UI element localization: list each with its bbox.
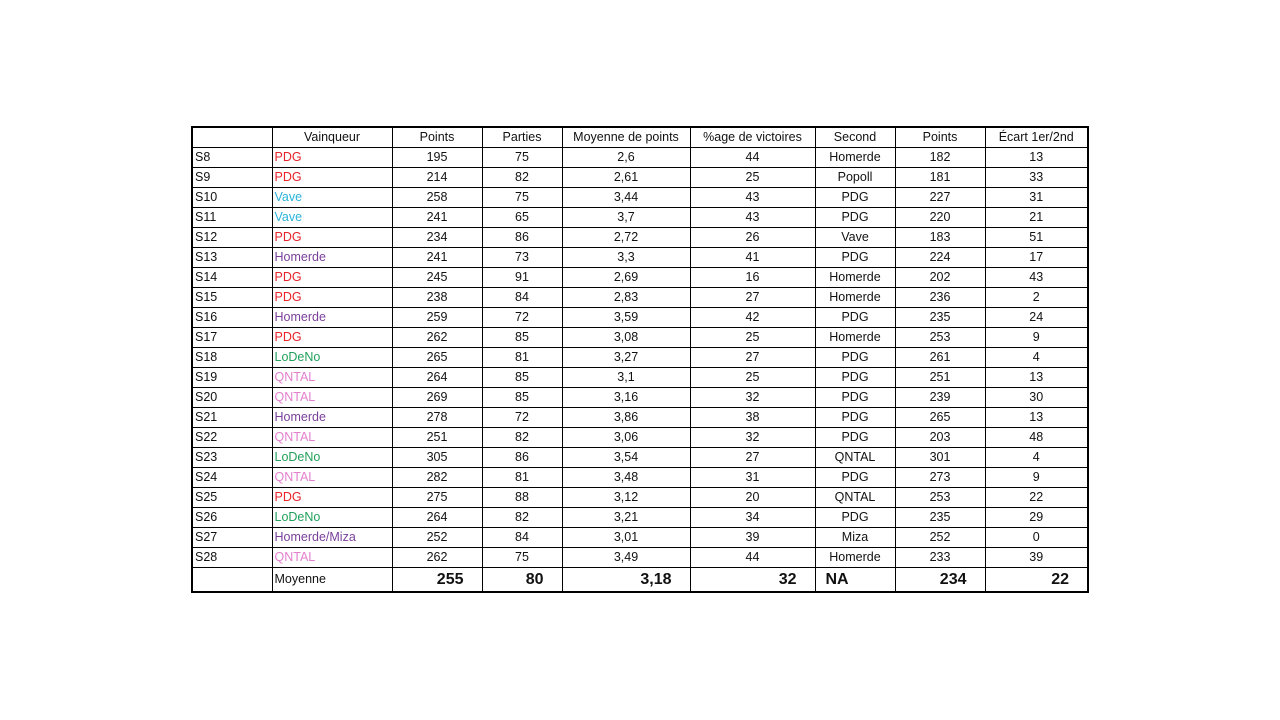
table-row bbox=[192, 468, 1088, 488]
win-pct-cell: 41 bbox=[690, 248, 815, 268]
games-cell: 91 bbox=[482, 268, 562, 288]
second-points-cell: 183 bbox=[895, 228, 985, 248]
gap-cell: 9 bbox=[985, 328, 1088, 348]
games-cell: 65 bbox=[482, 208, 562, 228]
second-points-cell: 301 bbox=[895, 448, 985, 468]
gap-cell: 48 bbox=[985, 428, 1088, 448]
avg-points-cell: 3,16 bbox=[562, 388, 690, 408]
season-cell: S18 bbox=[192, 348, 272, 368]
games-cell: 75 bbox=[482, 548, 562, 568]
win-pct-cell: 32 bbox=[690, 388, 815, 408]
games-cell: 81 bbox=[482, 468, 562, 488]
season-cell: S17 bbox=[192, 328, 272, 348]
winner-cell: PDG bbox=[272, 488, 392, 508]
gap-cell: 13 bbox=[985, 368, 1088, 388]
average-avg-points: 3,18 bbox=[562, 568, 690, 593]
second-points-cell: 235 bbox=[895, 508, 985, 528]
gap-cell: 21 bbox=[985, 208, 1088, 228]
second-points-cell: 273 bbox=[895, 468, 985, 488]
second-points-cell: 220 bbox=[895, 208, 985, 228]
points-cell: 262 bbox=[392, 328, 482, 348]
avg-points-cell: 2,72 bbox=[562, 228, 690, 248]
points-cell: 278 bbox=[392, 408, 482, 428]
win-pct-cell: 27 bbox=[690, 288, 815, 308]
table-row bbox=[192, 528, 1088, 548]
second-cell: Popoll bbox=[815, 168, 895, 188]
gap-cell: 2 bbox=[985, 288, 1088, 308]
table-row bbox=[192, 428, 1088, 448]
winner-cell: PDG bbox=[272, 288, 392, 308]
average-row bbox=[192, 568, 1088, 593]
header-row bbox=[192, 127, 1088, 148]
win-pct-cell: 32 bbox=[690, 428, 815, 448]
winner-cell: QNTAL bbox=[272, 388, 392, 408]
table-body bbox=[192, 148, 1088, 568]
table-row bbox=[192, 228, 1088, 248]
second-points-cell: 227 bbox=[895, 188, 985, 208]
second-points-cell: 253 bbox=[895, 328, 985, 348]
table-row bbox=[192, 408, 1088, 428]
average-games: 80 bbox=[482, 568, 562, 593]
avg-points-cell: 3,27 bbox=[562, 348, 690, 368]
avg-points-cell: 2,6 bbox=[562, 148, 690, 168]
second-cell: PDG bbox=[815, 388, 895, 408]
winner-cell: PDG bbox=[272, 168, 392, 188]
points-cell: 265 bbox=[392, 348, 482, 368]
season-cell: S10 bbox=[192, 188, 272, 208]
table-row bbox=[192, 508, 1088, 528]
table-row bbox=[192, 168, 1088, 188]
average-win-pct: 32 bbox=[690, 568, 815, 593]
second-cell: PDG bbox=[815, 248, 895, 268]
games-cell: 82 bbox=[482, 168, 562, 188]
second-points-cell: 182 bbox=[895, 148, 985, 168]
games-cell: 84 bbox=[482, 288, 562, 308]
second-cell: Homerde bbox=[815, 288, 895, 308]
winner-cell: QNTAL bbox=[272, 368, 392, 388]
second-points-cell: 233 bbox=[895, 548, 985, 568]
header-games: Parties bbox=[482, 127, 562, 148]
average-second: NA bbox=[815, 568, 895, 593]
second-points-cell: 224 bbox=[895, 248, 985, 268]
season-cell: S22 bbox=[192, 428, 272, 448]
avg-points-cell: 3,06 bbox=[562, 428, 690, 448]
second-cell: PDG bbox=[815, 188, 895, 208]
winner-cell: Vave bbox=[272, 208, 392, 228]
gap-cell: 29 bbox=[985, 508, 1088, 528]
gap-cell: 30 bbox=[985, 388, 1088, 408]
points-cell: 234 bbox=[392, 228, 482, 248]
winner-cell: Vave bbox=[272, 188, 392, 208]
table-row bbox=[192, 148, 1088, 168]
win-pct-cell: 27 bbox=[690, 348, 815, 368]
win-pct-cell: 25 bbox=[690, 368, 815, 388]
games-cell: 72 bbox=[482, 308, 562, 328]
second-points-cell: 203 bbox=[895, 428, 985, 448]
second-points-cell: 251 bbox=[895, 368, 985, 388]
season-cell: S20 bbox=[192, 388, 272, 408]
header-points: Points bbox=[392, 127, 482, 148]
avg-points-cell: 3,59 bbox=[562, 308, 690, 328]
points-cell: 282 bbox=[392, 468, 482, 488]
games-cell: 85 bbox=[482, 328, 562, 348]
second-cell: PDG bbox=[815, 468, 895, 488]
avg-points-cell: 3,08 bbox=[562, 328, 690, 348]
winner-cell: PDG bbox=[272, 268, 392, 288]
second-points-cell: 239 bbox=[895, 388, 985, 408]
season-cell: S24 bbox=[192, 468, 272, 488]
season-cell: S12 bbox=[192, 228, 272, 248]
season-cell: S27 bbox=[192, 528, 272, 548]
table-row bbox=[192, 308, 1088, 328]
games-cell: 72 bbox=[482, 408, 562, 428]
gap-cell: 33 bbox=[985, 168, 1088, 188]
avg-points-cell: 3,44 bbox=[562, 188, 690, 208]
gap-cell: 13 bbox=[985, 408, 1088, 428]
avg-points-cell: 3,86 bbox=[562, 408, 690, 428]
win-pct-cell: 44 bbox=[690, 548, 815, 568]
season-cell: S9 bbox=[192, 168, 272, 188]
win-pct-cell: 38 bbox=[690, 408, 815, 428]
season-cell: S28 bbox=[192, 548, 272, 568]
avg-points-cell: 3,49 bbox=[562, 548, 690, 568]
season-cell: S15 bbox=[192, 288, 272, 308]
second-cell: PDG bbox=[815, 348, 895, 368]
win-pct-cell: 31 bbox=[690, 468, 815, 488]
points-cell: 264 bbox=[392, 368, 482, 388]
winner-cell: PDG bbox=[272, 228, 392, 248]
avg-points-cell: 3,1 bbox=[562, 368, 690, 388]
points-cell: 238 bbox=[392, 288, 482, 308]
points-cell: 262 bbox=[392, 548, 482, 568]
gap-cell: 9 bbox=[985, 468, 1088, 488]
avg-points-cell: 3,01 bbox=[562, 528, 690, 548]
points-cell: 258 bbox=[392, 188, 482, 208]
second-cell: PDG bbox=[815, 308, 895, 328]
header-avg-points: Moyenne de points bbox=[562, 127, 690, 148]
avg-points-cell: 2,61 bbox=[562, 168, 690, 188]
win-pct-cell: 25 bbox=[690, 328, 815, 348]
season-cell: S26 bbox=[192, 508, 272, 528]
avg-points-cell: 2,69 bbox=[562, 268, 690, 288]
winner-cell: PDG bbox=[272, 148, 392, 168]
gap-cell: 24 bbox=[985, 308, 1088, 328]
winner-cell: Homerde bbox=[272, 308, 392, 328]
season-results-table bbox=[191, 126, 1089, 593]
header-second-points: Points bbox=[895, 127, 985, 148]
win-pct-cell: 34 bbox=[690, 508, 815, 528]
points-cell: 241 bbox=[392, 248, 482, 268]
winner-cell: LoDeNo bbox=[272, 348, 392, 368]
second-points-cell: 202 bbox=[895, 268, 985, 288]
header-season bbox=[192, 127, 272, 148]
gap-cell: 39 bbox=[985, 548, 1088, 568]
points-cell: 245 bbox=[392, 268, 482, 288]
points-cell: 264 bbox=[392, 508, 482, 528]
second-points-cell: 235 bbox=[895, 308, 985, 328]
second-points-cell: 253 bbox=[895, 488, 985, 508]
win-pct-cell: 43 bbox=[690, 208, 815, 228]
points-cell: 305 bbox=[392, 448, 482, 468]
table-row bbox=[192, 348, 1088, 368]
gap-cell: 13 bbox=[985, 148, 1088, 168]
games-cell: 85 bbox=[482, 388, 562, 408]
second-cell: Homerde bbox=[815, 548, 895, 568]
second-cell: Vave bbox=[815, 228, 895, 248]
gap-cell: 31 bbox=[985, 188, 1088, 208]
avg-points-cell: 3,3 bbox=[562, 248, 690, 268]
win-pct-cell: 42 bbox=[690, 308, 815, 328]
second-cell: PDG bbox=[815, 508, 895, 528]
win-pct-cell: 26 bbox=[690, 228, 815, 248]
games-cell: 81 bbox=[482, 348, 562, 368]
average-label: Moyenne bbox=[272, 568, 392, 593]
average-second-points: 234 bbox=[895, 568, 985, 593]
winner-cell: QNTAL bbox=[272, 428, 392, 448]
win-pct-cell: 44 bbox=[690, 148, 815, 168]
games-cell: 88 bbox=[482, 488, 562, 508]
games-cell: 75 bbox=[482, 148, 562, 168]
season-cell: S25 bbox=[192, 488, 272, 508]
header-winner: Vainqueur bbox=[272, 127, 392, 148]
second-cell: Homerde bbox=[815, 328, 895, 348]
header-win-pct: %age de victoires bbox=[690, 127, 815, 148]
second-cell: Miza bbox=[815, 528, 895, 548]
games-cell: 84 bbox=[482, 528, 562, 548]
winner-cell: LoDeNo bbox=[272, 448, 392, 468]
points-cell: 195 bbox=[392, 148, 482, 168]
games-cell: 82 bbox=[482, 428, 562, 448]
second-points-cell: 236 bbox=[895, 288, 985, 308]
win-pct-cell: 39 bbox=[690, 528, 815, 548]
win-pct-cell: 16 bbox=[690, 268, 815, 288]
table-row bbox=[192, 248, 1088, 268]
gap-cell: 51 bbox=[985, 228, 1088, 248]
points-cell: 275 bbox=[392, 488, 482, 508]
second-points-cell: 261 bbox=[895, 348, 985, 368]
winner-cell: Homerde bbox=[272, 408, 392, 428]
winner-cell: LoDeNo bbox=[272, 508, 392, 528]
season-cell: S14 bbox=[192, 268, 272, 288]
gap-cell: 4 bbox=[985, 348, 1088, 368]
second-cell: Homerde bbox=[815, 268, 895, 288]
header-second: Second bbox=[815, 127, 895, 148]
avg-points-cell: 2,83 bbox=[562, 288, 690, 308]
avg-points-cell: 3,7 bbox=[562, 208, 690, 228]
season-cell: S13 bbox=[192, 248, 272, 268]
points-cell: 259 bbox=[392, 308, 482, 328]
games-cell: 86 bbox=[482, 448, 562, 468]
season-cell: S23 bbox=[192, 448, 272, 468]
games-cell: 73 bbox=[482, 248, 562, 268]
season-cell: S19 bbox=[192, 368, 272, 388]
header-gap: Écart 1er/2nd bbox=[985, 127, 1088, 148]
table-row bbox=[192, 548, 1088, 568]
win-pct-cell: 20 bbox=[690, 488, 815, 508]
avg-points-cell: 3,48 bbox=[562, 468, 690, 488]
table-row bbox=[192, 288, 1088, 308]
average-gap: 22 bbox=[985, 568, 1088, 593]
gap-cell: 22 bbox=[985, 488, 1088, 508]
second-points-cell: 265 bbox=[895, 408, 985, 428]
games-cell: 86 bbox=[482, 228, 562, 248]
second-cell: PDG bbox=[815, 408, 895, 428]
table-row bbox=[192, 188, 1088, 208]
gap-cell: 0 bbox=[985, 528, 1088, 548]
games-cell: 85 bbox=[482, 368, 562, 388]
season-cell: S16 bbox=[192, 308, 272, 328]
second-cell: Homerde bbox=[815, 148, 895, 168]
games-cell: 82 bbox=[482, 508, 562, 528]
win-pct-cell: 25 bbox=[690, 168, 815, 188]
gap-cell: 43 bbox=[985, 268, 1088, 288]
gap-cell: 17 bbox=[985, 248, 1088, 268]
points-cell: 251 bbox=[392, 428, 482, 448]
winner-cell: Homerde bbox=[272, 248, 392, 268]
winner-cell: QNTAL bbox=[272, 548, 392, 568]
points-cell: 252 bbox=[392, 528, 482, 548]
win-pct-cell: 27 bbox=[690, 448, 815, 468]
table-row bbox=[192, 328, 1088, 348]
season-cell: S21 bbox=[192, 408, 272, 428]
gap-cell: 4 bbox=[985, 448, 1088, 468]
points-cell: 269 bbox=[392, 388, 482, 408]
table-row bbox=[192, 448, 1088, 468]
avg-points-cell: 3,12 bbox=[562, 488, 690, 508]
avg-points-cell: 3,54 bbox=[562, 448, 690, 468]
table-row bbox=[192, 208, 1088, 228]
games-cell: 75 bbox=[482, 188, 562, 208]
second-points-cell: 252 bbox=[895, 528, 985, 548]
table-row bbox=[192, 368, 1088, 388]
win-pct-cell: 43 bbox=[690, 188, 815, 208]
average-points: 255 bbox=[392, 568, 482, 593]
second-cell: PDG bbox=[815, 428, 895, 448]
table-row bbox=[192, 388, 1088, 408]
winner-cell: QNTAL bbox=[272, 468, 392, 488]
average-season-cell bbox=[192, 568, 272, 593]
second-points-cell: 181 bbox=[895, 168, 985, 188]
second-cell: QNTAL bbox=[815, 448, 895, 468]
points-cell: 241 bbox=[392, 208, 482, 228]
second-cell: PDG bbox=[815, 208, 895, 228]
second-cell: PDG bbox=[815, 368, 895, 388]
winner-cell: Homerde/Miza bbox=[272, 528, 392, 548]
points-cell: 214 bbox=[392, 168, 482, 188]
table-row bbox=[192, 488, 1088, 508]
season-cell: S8 bbox=[192, 148, 272, 168]
table-row bbox=[192, 268, 1088, 288]
avg-points-cell: 3,21 bbox=[562, 508, 690, 528]
winner-cell: PDG bbox=[272, 328, 392, 348]
season-cell: S11 bbox=[192, 208, 272, 228]
second-cell: QNTAL bbox=[815, 488, 895, 508]
